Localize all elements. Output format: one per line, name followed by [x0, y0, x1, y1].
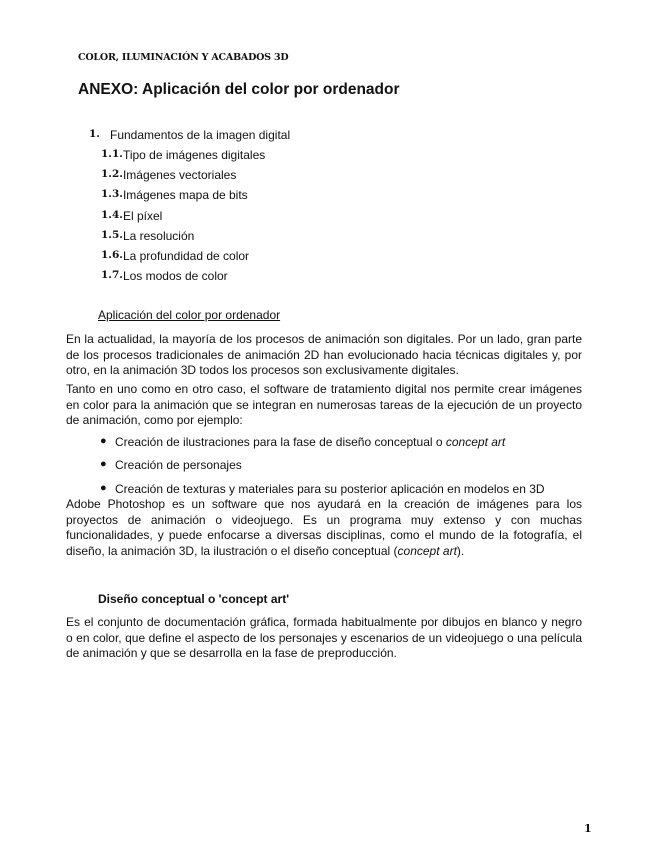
toc-sub-number: 1.3. — [101, 188, 123, 201]
toc-sub-number: 1.7. — [101, 269, 123, 282]
toc-sub-label: La resolución — [122, 228, 195, 243]
toc-sub-item — [89, 209, 290, 229]
toc-sub-number: 1.6. — [101, 248, 123, 261]
toc-main-number: 1. — [89, 128, 100, 140]
toc-sub-item — [89, 249, 290, 269]
list-item-text: Creación de texturas y materiales para su posterior aplicación en modelos en 3D — [115, 481, 545, 496]
paragraph-software: Tanto en uno como en otro caso, el software de tratamiento digital nos permite crear imágenes en color para la animación que se integran en numerosas tareas de la ejecución de un proyecto de animación, como por ejemplo: — [66, 382, 582, 428]
bullet-icon: ● — [100, 481, 107, 494]
paragraph-text-end: ). — [456, 543, 465, 558]
section-heading-link[interactable]: Aplicación del color por ordenador — [98, 308, 281, 322]
paragraph-concept-art: Es el conjunto de documentación gráfica, formada habitualmente por dibujos en blanco y negro o en color, que define el aspecto de los personajes y escenarios de un videojuego o una película de animación y que se desarrolla en la fase de preproducción. — [66, 615, 582, 661]
toc-sub-label: Imágenes mapa de bits — [122, 188, 248, 203]
toc-sub-label: Imágenes vectoriales — [122, 168, 237, 183]
toc-sub-item — [89, 188, 290, 208]
toc-sub-label: Los modos de color — [122, 269, 228, 284]
list-item — [100, 435, 580, 458]
toc-sub-item — [89, 229, 290, 249]
bullet-icon: ● — [100, 435, 107, 447]
bullet-icon: ● — [100, 458, 107, 471]
list-item-text — [115, 435, 505, 458]
toc-main-item — [89, 128, 290, 148]
paragraph-emphasis: concept art — [397, 543, 457, 558]
list-item-text-part: Creación de ilustraciones para la fase de diseño conceptual o — [115, 435, 446, 449]
toc-sub-item — [89, 148, 290, 168]
toc-sub-number: 1.2. — [101, 168, 123, 181]
toc-sub-label: Tipo de imágenes digitales — [122, 148, 266, 162]
list-item-text: Creación de personajes — [115, 458, 242, 473]
table-of-contents — [89, 128, 290, 289]
running-header: COLOR, ILUMINACIÓN Y ACABADOS 3D — [78, 52, 289, 63]
toc-sub-label: El píxel — [122, 208, 163, 223]
toc-sub-label: La profundidad de color — [122, 248, 250, 263]
document-title: ANEXO: Aplicación del color por ordenador — [78, 81, 400, 98]
toc-sub-item — [89, 269, 290, 289]
bullet-list — [100, 435, 580, 505]
toc-sub-number: 1.5. — [101, 228, 123, 241]
list-item — [100, 458, 580, 481]
page-number: 1 — [584, 822, 592, 835]
toc-sub-number: 1.1. — [101, 148, 123, 160]
toc-sub-number: 1.4. — [101, 208, 123, 221]
paragraph-text-part: Adobe Photoshop es un software que nos ayudará en la creación de imágenes para los proyectos de animación o videojuego. Es un programa muy extenso y con muchas funcionalidades, y puede enfocarse a diversas disciplinas, como el mundo de la fotografía, el diseño, la animación 3D, la ilustración o el diseño conceptual ( — [66, 497, 582, 558]
list-item-emphasis: concept art — [445, 435, 506, 449]
paragraph-photoshop — [66, 497, 582, 559]
toc-sub-item — [89, 168, 290, 188]
toc-main-label: Fundamentos de la imagen digital — [110, 128, 291, 142]
paragraph-intro: En la actualidad, la mayoría de los procesos de animación son digitales. Por un lado, gran parte de los procesos tradicionales de animación 2D han evolucionado hacia técnicas digitales y, por otro, en la animación 3D todos los procesos son exclusivamente digitales. — [66, 332, 582, 378]
subheading-concept-art: Diseño conceptual o 'concept art' — [98, 592, 290, 606]
